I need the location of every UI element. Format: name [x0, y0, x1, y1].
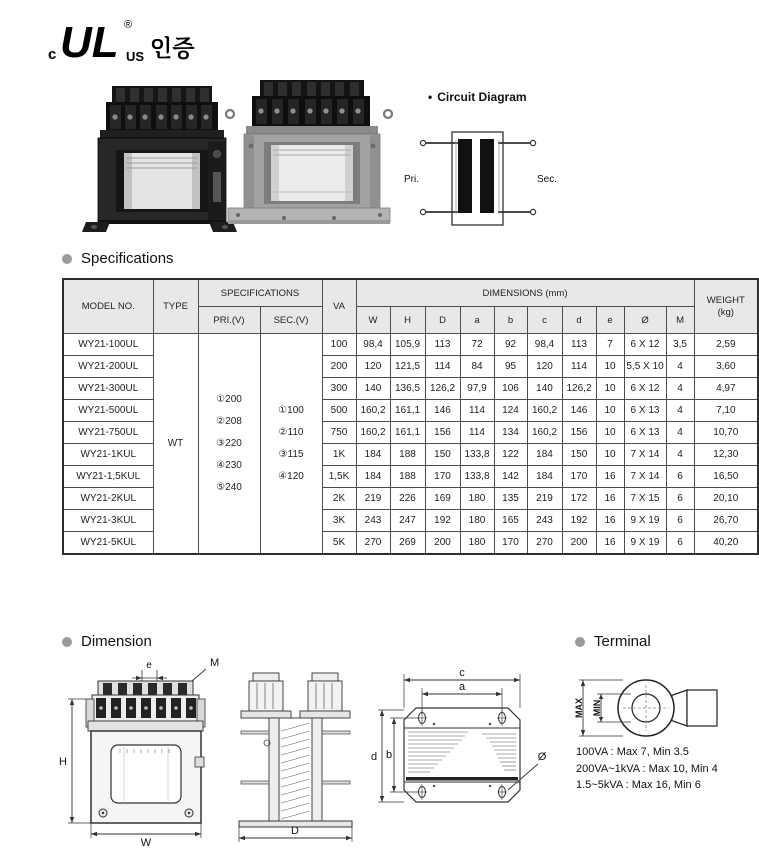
dim-label-m: M: [210, 657, 220, 669]
ul-certification-mark: [46, 12, 221, 66]
cell: 136,5: [390, 378, 425, 400]
cell: 20,10: [694, 488, 758, 510]
cell: 6: [666, 532, 694, 555]
cell-model: WY21-100UL: [63, 334, 153, 356]
primary-label: Pri.: [404, 174, 419, 185]
cell: 95: [494, 356, 527, 378]
sec-option: ③115: [278, 448, 304, 460]
header-sec: SEC.(V): [260, 307, 322, 334]
bullet-icon: •: [428, 90, 433, 104]
dimension-section-title: [62, 633, 152, 650]
cell: 150: [425, 444, 460, 466]
dim-label-w: W: [140, 837, 152, 848]
cell-model: WY21-750UL: [63, 422, 153, 444]
specifications-table: [62, 278, 759, 555]
header-dim-d: D: [425, 307, 460, 334]
cell: 84: [460, 356, 494, 378]
cell: 133,8: [460, 444, 494, 466]
cell: 226: [390, 488, 425, 510]
cell: 161,1: [390, 422, 425, 444]
cell: 7 X 14: [624, 444, 666, 466]
cell: 300: [322, 378, 356, 400]
cell: 4: [666, 378, 694, 400]
ul-logo-icon: UL: [60, 18, 119, 66]
cell: 500: [322, 400, 356, 422]
dim-label-c: c: [459, 667, 465, 679]
dim-label-e: e: [146, 660, 152, 671]
cell: 114: [460, 422, 494, 444]
header-dim-d2: d: [562, 307, 596, 334]
cell: 4: [666, 356, 694, 378]
cell: 160,2: [356, 400, 390, 422]
pri-option: ③220: [216, 437, 242, 449]
cell: 200: [322, 356, 356, 378]
pri-option: ①200: [216, 393, 242, 405]
cell: 270: [356, 532, 390, 555]
cell: 161,1: [390, 400, 425, 422]
front-view-drawing: [58, 653, 233, 848]
cell: 120: [356, 356, 390, 378]
cell: 180: [460, 532, 494, 555]
header-va: VA: [322, 279, 356, 334]
circuit-diagram-title: [428, 90, 527, 104]
cell: 1K: [322, 444, 356, 466]
dim-label-b: b: [385, 749, 393, 761]
terminal-note-line: 1.5~5kVA : Max 16, Min 6: [576, 779, 701, 791]
cell: 72: [460, 334, 494, 356]
cell: 146: [425, 400, 460, 422]
cell: 243: [356, 510, 390, 532]
cell: 200: [562, 532, 596, 555]
terminal-notes: [576, 744, 718, 794]
terminal-section-title: [575, 633, 651, 650]
cell: 10: [596, 400, 624, 422]
cell-model: WY21-1,5KUL: [63, 466, 153, 488]
cell: 114: [562, 356, 596, 378]
cell: 16: [596, 466, 624, 488]
cell: 160,2: [356, 422, 390, 444]
cell-sec-values: [260, 334, 322, 555]
cell: 4: [666, 400, 694, 422]
circuit-diagram-label: Circuit Diagram: [437, 90, 527, 104]
cell: 10,70: [694, 422, 758, 444]
cell: 121,5: [390, 356, 425, 378]
top-view-drawing: [362, 650, 562, 850]
pri-option: ⑤240: [216, 481, 242, 493]
ul-c-label: c: [48, 46, 57, 63]
cell: 10: [596, 356, 624, 378]
cell: 113: [425, 334, 460, 356]
cell: 100: [322, 334, 356, 356]
cell: 156: [562, 422, 596, 444]
cell: 7: [596, 334, 624, 356]
cell: 120: [527, 356, 562, 378]
weight-unit-label: (kg): [717, 306, 734, 318]
cell: 40,20: [694, 532, 758, 555]
header-dim-w: W: [356, 307, 390, 334]
header-dim-e: e: [596, 307, 624, 334]
cell: 142: [494, 466, 527, 488]
cell: 126,2: [562, 378, 596, 400]
cell: 180: [460, 488, 494, 510]
cell-model: WY21-300UL: [63, 378, 153, 400]
table-header-row: [63, 279, 758, 307]
cell: 9 X 19: [624, 532, 666, 555]
header-dimensions: DIMENSIONS (mm): [356, 279, 694, 307]
cell: 135: [494, 488, 527, 510]
cell-model: WY21-5KUL: [63, 532, 153, 555]
header-dim-c: c: [527, 307, 562, 334]
registered-icon: ®: [124, 19, 133, 31]
cell: 270: [527, 532, 562, 555]
cell: 134: [494, 422, 527, 444]
cell: 4: [666, 422, 694, 444]
cell: 184: [356, 444, 390, 466]
cell: 126,2: [425, 378, 460, 400]
cell: 184: [527, 444, 562, 466]
cell: 2K: [322, 488, 356, 510]
cell: 16,50: [694, 466, 758, 488]
cell: 188: [390, 444, 425, 466]
cell: 3,60: [694, 356, 758, 378]
dim-label-h: H: [59, 756, 67, 768]
cell: 156: [425, 422, 460, 444]
section-bullet-icon: [575, 637, 585, 647]
cell: 10: [596, 444, 624, 466]
cell: 16: [596, 488, 624, 510]
header-dim-h: H: [390, 307, 425, 334]
header-dim-b: b: [494, 307, 527, 334]
section-bullet-icon: [62, 254, 72, 264]
cell: 114: [460, 400, 494, 422]
secondary-label: Sec.: [537, 174, 558, 185]
cell: 12,30: [694, 444, 758, 466]
circuit-diagram-drawing: [400, 122, 560, 232]
dim-label-d-small: d: [370, 751, 378, 763]
cell: 5,5 X 10: [624, 356, 666, 378]
cell: 92: [494, 334, 527, 356]
cell: 184: [527, 466, 562, 488]
cell: 4: [666, 444, 694, 466]
cell: 98,4: [527, 334, 562, 356]
header-specifications: SPECIFICATIONS: [198, 279, 322, 307]
cell: 7,10: [694, 400, 758, 422]
header-model: MODEL NO.: [63, 279, 153, 334]
cell: 98,4: [356, 334, 390, 356]
cell: 3K: [322, 510, 356, 532]
cell: 192: [425, 510, 460, 532]
dim-label-a: a: [458, 681, 466, 693]
cell: 165: [494, 510, 527, 532]
cell: 6: [666, 466, 694, 488]
dim-label-max: MAX: [574, 698, 584, 718]
cell: 133,8: [460, 466, 494, 488]
header-weight: [694, 279, 758, 334]
cell: 2,59: [694, 334, 758, 356]
cell: 160,2: [527, 400, 562, 422]
cell-model: WY21-200UL: [63, 356, 153, 378]
cell-model: WY21-1KUL: [63, 444, 153, 466]
cell: 7 X 14: [624, 466, 666, 488]
cell: 146: [562, 400, 596, 422]
cell: 113: [562, 334, 596, 356]
ul-us-label: US: [126, 49, 145, 64]
header-dim-phi: Ø: [624, 307, 666, 334]
cell: 16: [596, 532, 624, 555]
cell: 10: [596, 378, 624, 400]
specifications-section-title: [62, 250, 174, 267]
cell: 219: [527, 488, 562, 510]
transformer-photo-dark: [82, 86, 237, 234]
cell: 1,5K: [322, 466, 356, 488]
cell: 6 X 12: [624, 334, 666, 356]
weight-label: WEIGHT: [706, 294, 745, 306]
header-type: TYPE: [153, 279, 198, 334]
cell: 192: [562, 510, 596, 532]
terminal-lug-drawing: [571, 672, 721, 744]
dim-label-min: MIN: [592, 699, 602, 717]
cell-pri-values: [198, 334, 260, 555]
transformer-photo-light: [224, 80, 394, 232]
sec-option: ④120: [278, 470, 304, 482]
cell: 6 X 13: [624, 422, 666, 444]
spec-row: [63, 334, 758, 356]
cell: 105,9: [390, 334, 425, 356]
header-dim-a: a: [460, 307, 494, 334]
specifications-label: Specifications: [81, 250, 174, 267]
cell: 16: [596, 510, 624, 532]
certification-korean-label: 인증: [150, 35, 195, 61]
cell: 114: [425, 356, 460, 378]
header-pri: PRI.(V): [198, 307, 260, 334]
header-dim-m: M: [666, 307, 694, 334]
cell: 3,5: [666, 334, 694, 356]
cell: 26,70: [694, 510, 758, 532]
cell: 200: [425, 532, 460, 555]
cell: 10: [596, 422, 624, 444]
cell-model: WY21-500UL: [63, 400, 153, 422]
cell: 4,97: [694, 378, 758, 400]
cell: 140: [527, 378, 562, 400]
cell: 170: [425, 466, 460, 488]
cell: 6 X 12: [624, 378, 666, 400]
cell-type: WT: [153, 334, 198, 555]
terminal-note-line: 100VA : Max 7, Min 3.5: [576, 746, 689, 758]
cell-model: WY21-3KUL: [63, 510, 153, 532]
sec-option: ②110: [278, 426, 304, 438]
side-view-drawing: [233, 653, 358, 848]
cell: 122: [494, 444, 527, 466]
cell: 247: [390, 510, 425, 532]
cell: 140: [356, 378, 390, 400]
cell: 180: [460, 510, 494, 532]
cell: 7 X 15: [624, 488, 666, 510]
pri-option: ②208: [216, 415, 242, 427]
cell: 97,9: [460, 378, 494, 400]
cell: 172: [562, 488, 596, 510]
section-bullet-icon: [62, 637, 72, 647]
terminal-label: Terminal: [594, 633, 651, 650]
cell: 170: [494, 532, 527, 555]
cell: 188: [390, 466, 425, 488]
cell: 6: [666, 510, 694, 532]
cell: 150: [562, 444, 596, 466]
cell: 269: [390, 532, 425, 555]
cell: 184: [356, 466, 390, 488]
cell: 169: [425, 488, 460, 510]
cell: 160,2: [527, 422, 562, 444]
cell: 750: [322, 422, 356, 444]
cell: 124: [494, 400, 527, 422]
cell: 219: [356, 488, 390, 510]
cell: 6 X 13: [624, 400, 666, 422]
cell: 6: [666, 488, 694, 510]
cell: 170: [562, 466, 596, 488]
terminal-note-line: 200VA~1kVA : Max 10, Min 4: [576, 762, 718, 775]
cell: 9 X 19: [624, 510, 666, 532]
dimension-label: Dimension: [81, 633, 152, 650]
dim-label-phi: Ø: [537, 751, 547, 763]
cell: 106: [494, 378, 527, 400]
cell-model: WY21-2KUL: [63, 488, 153, 510]
cell: 243: [527, 510, 562, 532]
sec-option: ①100: [278, 404, 304, 416]
dim-label-d: D: [291, 825, 299, 837]
pri-option: ④230: [216, 459, 242, 471]
cell: 5K: [322, 532, 356, 555]
